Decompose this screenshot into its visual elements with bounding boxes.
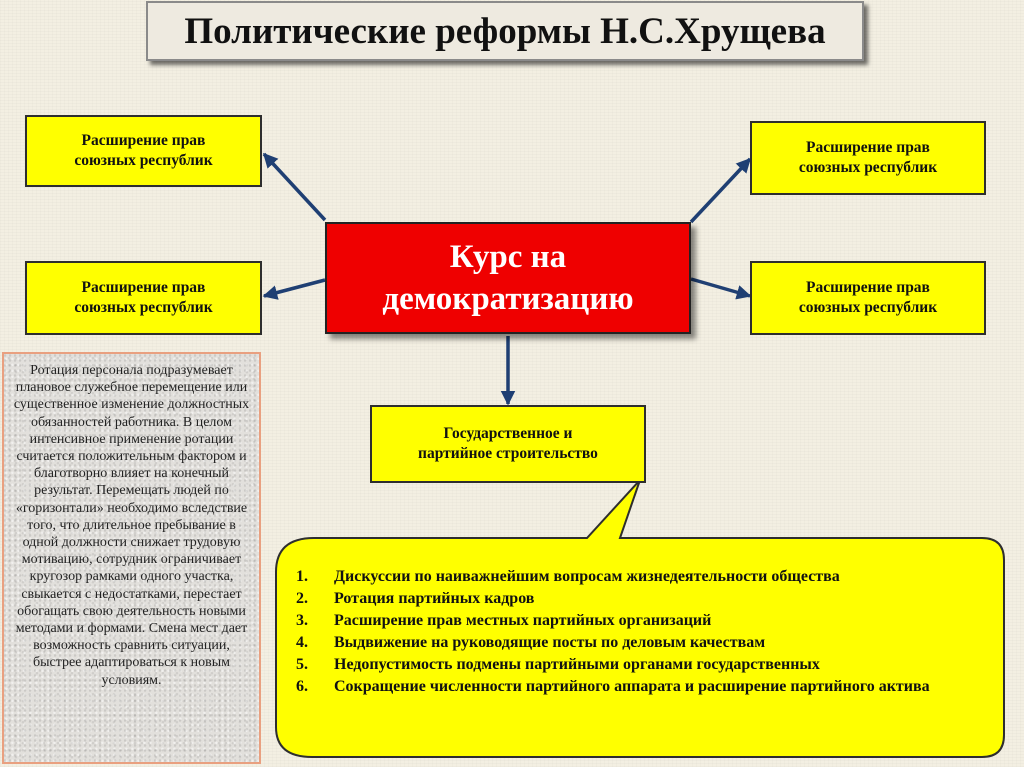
rotation-note: Ротация персонала подразумевает плановое служебное перемещение или существенное изменение должностных обязанностей работника. В целом интенсивное применение ротации считается положительным фактором и благотворно влияет на конечный результат. Перемещать людей по «горизонтали» необходимо вследствие того, что длительное пребывание в одной должности снижает трудовую мотивацию, сотрудник ограничивает кругозор рамками одного участка, свыкается с недостатками, перестает обогащать свою деятельность новыми методами и формами. Смена мест дает возможность сравнить ситуации, быстрее адаптироваться к новым условиям. bbox=[2, 352, 261, 764]
list-item-text: Расширение прав местных партийных организаций bbox=[334, 612, 712, 629]
list-item bbox=[296, 632, 996, 654]
list-item-number: 2. bbox=[296, 590, 308, 607]
arrow-to-top-left bbox=[264, 154, 325, 220]
list-item-number: 6. bbox=[296, 678, 308, 695]
list-item-number: 4. bbox=[296, 634, 308, 651]
box-bottom-center-line1: Государственное и bbox=[443, 425, 573, 442]
arrow-to-bottom-right bbox=[691, 279, 750, 296]
list-item-number: 5. bbox=[296, 656, 308, 673]
box-bottom-right-line1: Расширение прав bbox=[806, 279, 930, 296]
box-bottom-center bbox=[370, 405, 646, 483]
arrow-to-bottom-left bbox=[264, 280, 325, 296]
box-bottom-right-line2: союзных республик bbox=[798, 299, 938, 316]
list-item-text: Дискуссии по наиважнейшим вопросам жизнедеятельности общества bbox=[334, 568, 840, 585]
reform-list bbox=[296, 566, 996, 698]
arrow-to-top-right bbox=[691, 159, 750, 222]
box-top-left bbox=[25, 115, 262, 187]
center-line2: демократизацию bbox=[382, 281, 634, 317]
list-item-text: Выдвижение на руководящие посты по деловым качествам bbox=[334, 634, 766, 651]
box-bottom-left-line1: Расширение прав bbox=[81, 279, 206, 296]
list-item-text: Сокращение численности партийного аппарата и расширение партийного актива bbox=[334, 678, 930, 695]
box-bottom-right bbox=[750, 261, 986, 335]
center-line1: Курс на bbox=[449, 239, 567, 275]
box-top-right-line2: союзных республик bbox=[798, 159, 938, 176]
box-bottom-center-line2: партийное строительство bbox=[418, 445, 598, 462]
box-top-left-line2: союзных республик bbox=[74, 152, 213, 169]
box-bottom-left bbox=[25, 261, 262, 335]
list-item bbox=[296, 610, 996, 632]
box-top-left-line1: Расширение прав bbox=[81, 132, 206, 149]
center-course-box bbox=[325, 222, 691, 334]
box-top-right bbox=[750, 121, 986, 195]
box-top-right-line1: Расширение прав bbox=[806, 139, 930, 156]
box-bottom-left-line2: союзных республик bbox=[74, 299, 213, 316]
list-item bbox=[296, 588, 996, 610]
list-item bbox=[296, 676, 996, 698]
list-item-text: Недопустимость подмены партийными органами государственных bbox=[334, 656, 820, 673]
list-item-text: Ротация партийных кадров bbox=[334, 590, 535, 607]
list-item-number: 1. bbox=[296, 568, 308, 585]
list-item bbox=[296, 566, 996, 588]
list-item bbox=[296, 654, 996, 676]
page-title: Политические реформы Н.С.Хрущева bbox=[146, 1, 864, 61]
list-item-number: 3. bbox=[296, 612, 308, 629]
